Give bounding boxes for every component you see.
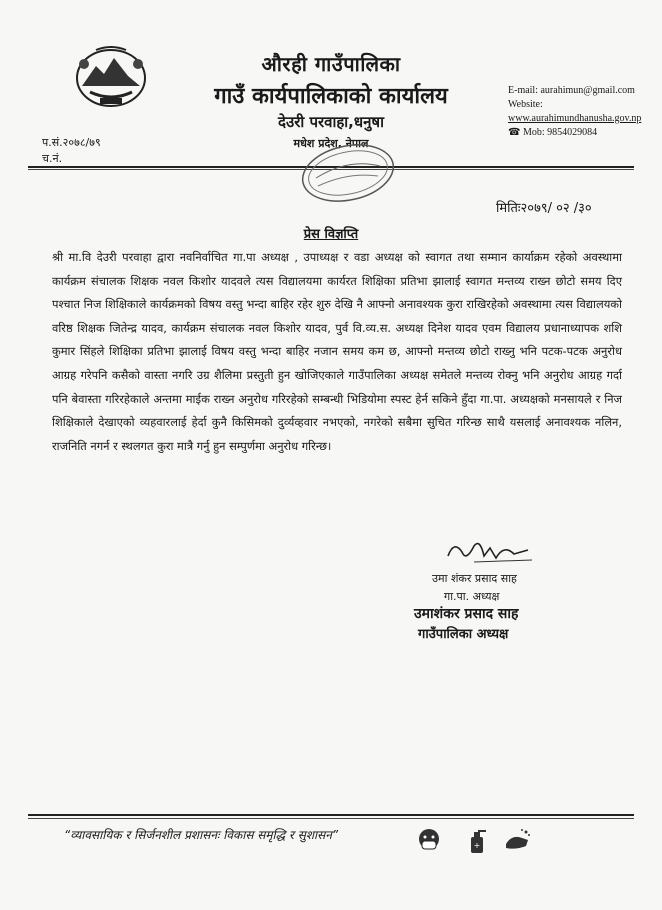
footer-divider (28, 814, 634, 816)
reference-chn: च.नं. (42, 152, 63, 165)
svg-text:+: + (473, 841, 481, 850)
footer-motto: “व्यावसायिक र सिर्जनशील प्रशासनः विकास समृद्धि र सुशासन” (64, 828, 339, 842)
contact-block (508, 84, 641, 140)
mask-icon (414, 826, 444, 856)
reference-ps: प.सं.२०७८/७९ (42, 136, 101, 149)
office-title: गाउँ कार्यपालिकाको कार्यालय (214, 84, 448, 109)
handwash-icon (502, 826, 532, 856)
footer-divider-thin (28, 818, 634, 819)
contact-mobile: ☎ Mob: 9854029084 (508, 127, 598, 138)
office-province: मधेश प्रदेश, नेपाल (293, 137, 369, 150)
contact-website-label: Website: (508, 99, 543, 110)
signatory-name: उमा शंकर प्रसाद साह (432, 572, 517, 585)
contact-website: www.aurahimundhanusha.gov.np (508, 113, 642, 124)
press-release-body: श्री मा.वि देउरी परवाहा द्वारा नवनिर्वाचित गा.पा अध्यक्ष , उपाध्यक्ष र वडा अध्यक्ष को स्वागत तथा सम्मान कार्याक्रम रहेको अवस्थामा कार्यक्रम संचालक शिक्षक नवल किशोर यादवले त्यस विद्यालयमा कार्यरत शिक्षिका प्रतिभा झालाई स्वागत मन्तव्य राख्न छोटो समय दिए पश्चात निज शिक्षिकाले कार्यक्रमको विषय वस्तु भन्दा बाहिर रहेर शुरु देखि नै आफ्नो अनावश्यक कुरा राखिरहेको अवस्थामा त्यस विद्यालयको वरिष्ठ शिक्षक जितेन्द्र यादव, कार्यक्रम संचालक नवल किशोर यादव, पुर्व वि.व्य.स. अध्यक्ष दिनेश यादव एवम विद्यालय प्रधानाध्यापक शशि कुमार सिंहले शिक्षिका प्रतिभा झालाई विषय वस्तु भन्दा बाहिर नजान समय कम छ, आफ्नो मन्तव्य छोटो राख्नु भनि पटक-पटक अनुरोध आग्रह गरेपनि कसैको वास्ता नगरि उग्र शैलिमा प्रस्तुती हुन खोजिएकाले गाउँपालिका अध्यक्ष समेतले मन्तव्य रोक्नु भनि अनुरोध आग्रह गर्दा पनि बेवास्ता गरिरहेकाले अन्तमा माईक राख्न अनुरोध गरिरहेको सम्बन्धी भिडियोमा स्पस्ट हेर्न सकिने हुँदा गा.पा. अध्यक्षको मनसायले र निज शिक्षिकाले देखाएको व्यहवारलाई हेर्दा कुनै किसिमको दुर्व्यव्हवार नभएको, नगरेको सबैमा सुचित गरिन्छ साथै यसलाई अनावश्यक नलिन, राजनिति नगर्न र स्थलगत कुरा मात्रै गर्नु हुन सम्पुर्णमा अनुरोध गरिन्छ। (52, 250, 622, 453)
seal-post: गाउँपालिका अध्यक्ष (418, 627, 509, 642)
issue-date: मितिः२०७९/ ०२ /३० (496, 201, 592, 216)
reference-block (42, 135, 101, 167)
seal-name: उमाशंकर प्रसाद साह (414, 606, 519, 622)
contact-email: E-mail: aurahimun@gmail.com (508, 85, 635, 96)
sanitizer-icon (462, 826, 492, 856)
document-title: प्रेस विज्ञप्ति (303, 227, 359, 242)
office-name: औरही गाउँपालिका (261, 52, 401, 76)
handwritten-signature-icon (444, 536, 536, 568)
office-address: देउरी परवाहा,धनुषा (278, 113, 384, 131)
signatory-post: गा.पा. अध्यक्ष (444, 590, 500, 603)
office-stamp-icon (298, 142, 398, 204)
